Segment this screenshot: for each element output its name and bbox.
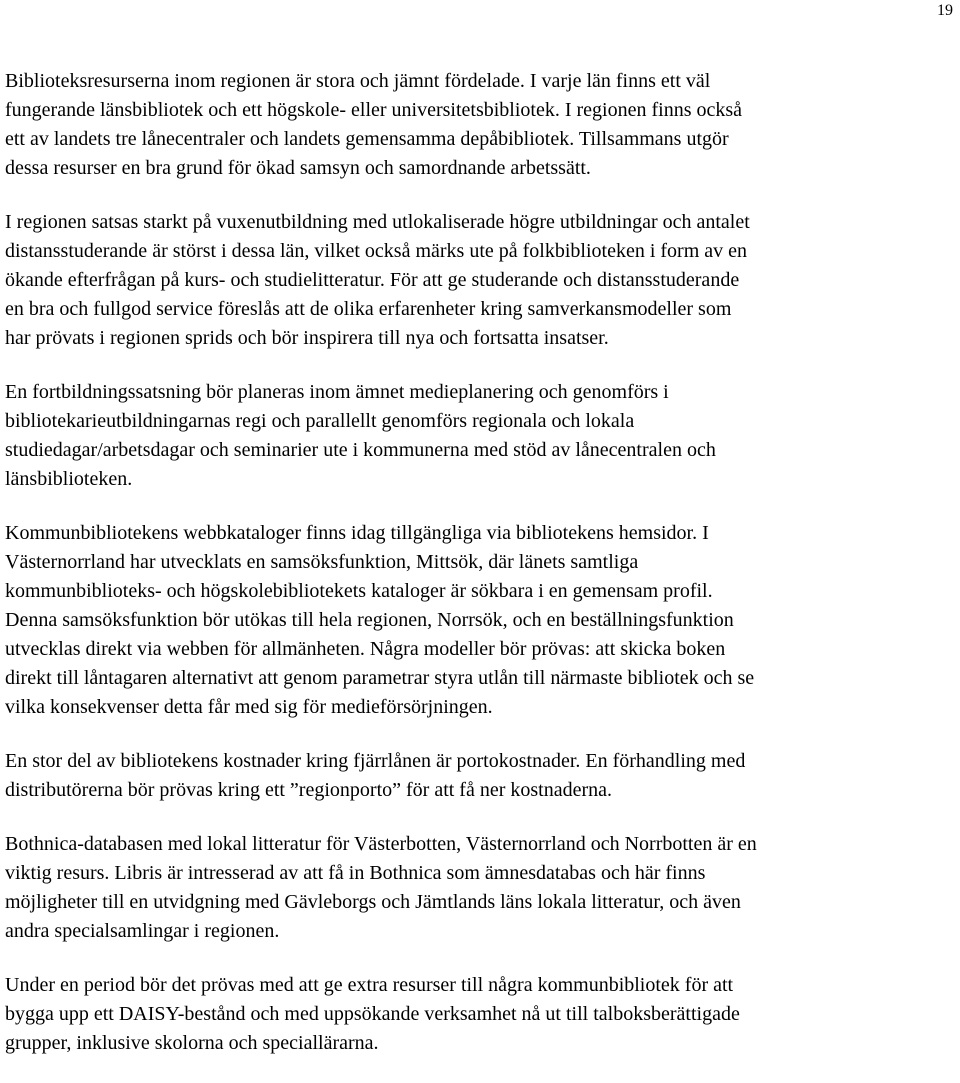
- paragraph-adult-education: I regionen satsas starkt på vuxenutbildning med utlokaliserade högre utbildningar och antalet distansstuderande är störst i dessa län, vilket också märks ute på folkbiblioteken i form av en ökande efterfrågan på kurs- och studielitteratur. För att ge studerande och distansstuderande en bra och fullgod service föreslås att de olika erfarenheter kring samverkansmodeller som har prövats i regionen sprids och bör inspirera till nya och fortsatta insatser.: [5, 211, 750, 349]
- document-body: [5, 67, 955, 1083]
- paragraph-web-catalogues: Kommunbibliotekens webbkataloger finns idag tillgängliga via bibliotekens hemsidor. I Västernorrland har utvecklats en samsöksfunktion, Mittsök, där länets samtliga kommunbiblioteks- och högskolebibliotekets kataloger är sökbara i en gemensam profil. Denna samsöksfunktion bör utökas till hela regionen, Norrsök, och en beställningsfunktion utvecklas direkt via webben för allmänheten. Några modeller bör prövas: att skicka boken direkt till låntagaren alternativt att genom parametrar styra utlån till närmaste bibliotek och se vilka konsekvenser detta får med sig för medieförsörjningen.: [5, 522, 755, 718]
- paragraph-library-resources: Biblioteksresurserna inom regionen är stora och jämnt fördelade. I varje län finns ett väl fungerande länsbibliotek och ett högskole- eller universitetsbibliotek. I regionen finns också ett av landets tre lånecentraler och landets gemensamma depåbibliotek. Tillsammans utgör dessa resurser en bra grund för ökad samsyn och samordnande arbetssätt.: [5, 70, 743, 179]
- paragraph-continuing-education: En fortbildningssatsning bör planeras inom ämnet medieplanering och genomförs i bibliotekarieutbildningarnas regi och parallellt genomförs regionala och lokala studiedagar/arbetsdagar och seminarier ute i kommunerna med stöd av lånecentralen och länsbiblioteken.: [5, 381, 716, 490]
- paragraph-bothnica-database: Bothnica-databasen med lokal litteratur för Västerbotten, Västernorrland och Norrbotten är en viktig resurs. Libris är intresserad av att få in Bothnica som ämnesdatabas och här finns möjligheter till en utvidgning med Gävleborgs och Jämtlands läns lokala litteratur, och även andra specialsamlingar i regionen.: [5, 833, 757, 942]
- paragraph-daisy-collection: Under en period bör det prövas med att ge extra resurser till några kommunbibliotek för att bygga upp ett DAISY-bestånd och med uppsökande verksamhet nå ut till talboksberättigade grupper, inklusive skolorna och speciallärarna.: [5, 974, 740, 1054]
- page-number: 19: [937, 2, 953, 19]
- paragraph-interlibrary-loans: En stor del av bibliotekens kostnader kring fjärrlånen är portokostnader. En förhandling med distributörerna bör prövas kring ett ”regionporto” för att få ner kostnaderna.: [5, 750, 746, 801]
